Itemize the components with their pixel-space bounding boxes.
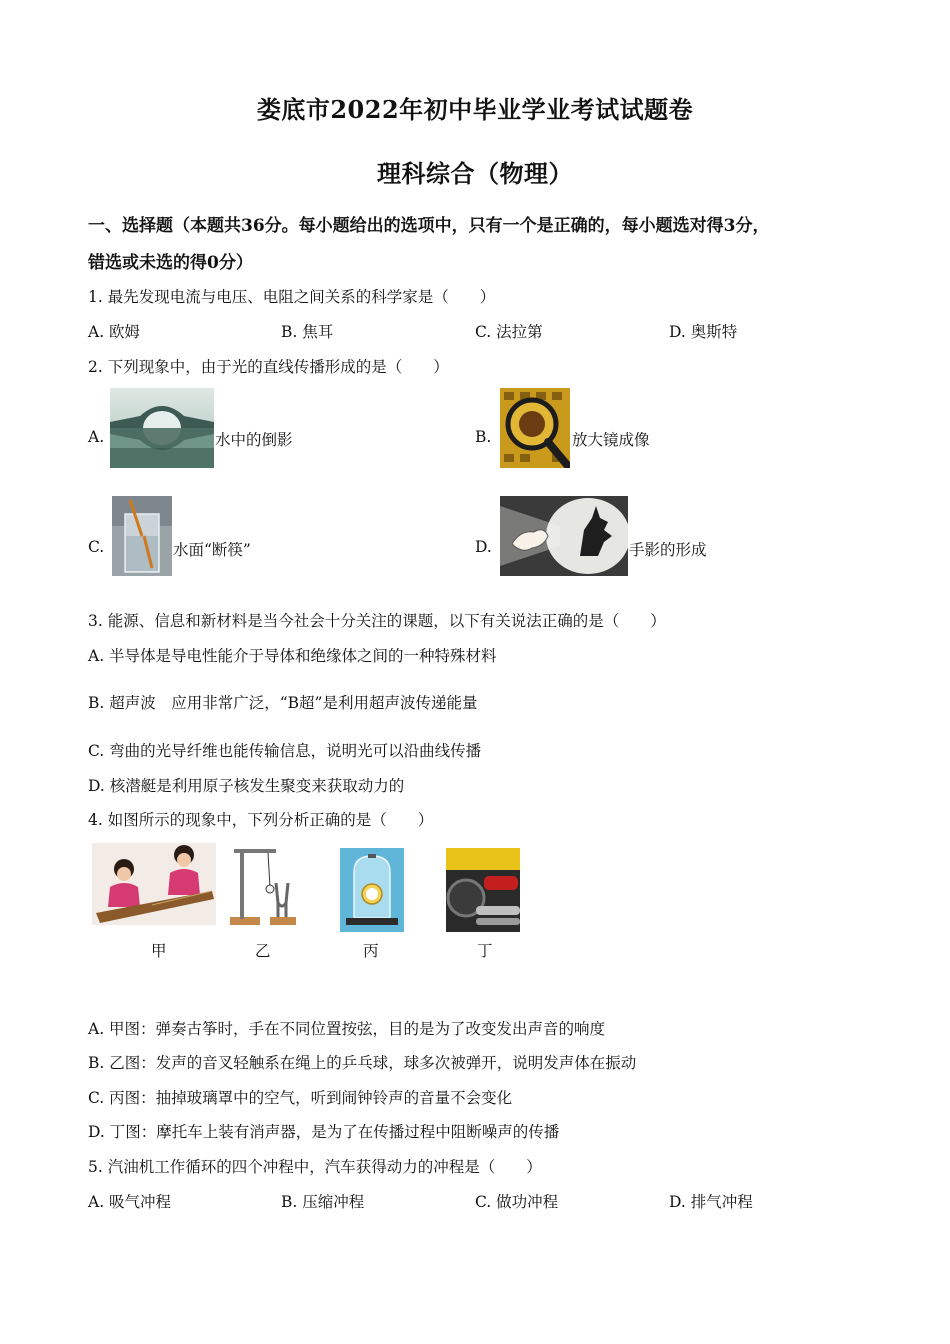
bell-jar-clock-photo [340,848,404,932]
bridge-reflection-photo [110,388,214,468]
question-5-stem: 5. 汽油机工作循环的四个冲程中，汽车获得动力的冲程是（ ） [88,1158,542,1176]
q2-option-d-caption: 手影的形成 [629,541,707,559]
q2-option-c-letter: C. [88,538,105,556]
q5-option-a: A. 吸气冲程 [88,1193,172,1211]
magnifier-photo [500,388,570,468]
q4-option-b: B. 乙图：发声的音叉轻触系在绳上的乒乓球，球多次被弹开，说明发声体在振动 [88,1054,637,1072]
question-2-stem: 2. 下列现象中，由于光的直线传播形成的是（ ） [88,358,449,376]
q2-option-b-caption: 放大镜成像 [572,431,650,449]
q3-option-c: C. 弯曲的光导纤维也能传输信息，说明光可以沿曲线传播 [88,742,482,760]
guzheng-players-photo [92,843,216,925]
tuning-fork-photo [224,843,298,929]
page-title: 娄底市2022年初中毕业学业考试试题卷 [256,95,694,124]
q3-option-b: B. 超声波 应用非常广泛，“B超”是利用超声波传递能量 [88,694,478,712]
q4-figure-label-yi: 乙 [255,942,271,960]
q3-option-d: D. 核潜艇是利用原子核发生聚变来获取动力的 [88,777,405,795]
hand-shadow-photo [500,496,628,576]
q1-option-c: C. 法拉第 [475,323,543,341]
q4-option-d: D. 丁图：摩托车上装有消声器，是为了在传播过程中阻断噪声的传播 [88,1123,560,1141]
section-heading-line2: 错选或未选的得0分） [88,253,253,273]
q5-option-b: B. 压缩冲程 [281,1193,365,1211]
question-4-stem: 4. 如图所示的现象中，下列分析正确的是（ ） [88,811,434,829]
q4-figure-label-bing: 丙 [363,942,379,960]
q2-option-a-letter: A. [88,428,105,446]
motorcycle-muffler-photo [446,848,520,932]
q5-option-d: D. 排气冲程 [669,1193,753,1211]
q2-option-c-caption: 水面“断筷” [173,541,251,559]
q2-option-a-caption: 水中的倒影 [215,431,293,449]
q4-figure-label-ding: 丁 [477,942,493,960]
q4-option-c: C. 丙图：抽掉玻璃罩中的空气，听到闹钟铃声的音量不会变化 [88,1089,513,1107]
page-subtitle: 理科综合（物理） [377,159,573,188]
q4-option-a: A. 甲图：弹奏古筝时，手在不同位置按弦，目的是为了改变发出声音的响度 [88,1020,606,1038]
section-heading-line1: 一、选择题（本题共36分。每小题给出的选项中，只有一个是正确的，每小题选对得3分， [88,216,770,236]
q1-option-a: A. 欧姆 [88,323,141,341]
q1-option-d: D. 奥斯特 [669,323,738,341]
question-1-stem: 1. 最先发现电流与电压、电阻之间关系的科学家是（ ） [88,288,496,306]
q3-option-a: A. 半导体是导电性能介于导体和绝缘体之间的一种特殊材料 [88,647,497,665]
q4-figure-label-jia: 甲 [151,942,167,960]
q1-option-b: B. 焦耳 [281,323,334,341]
q2-option-b-letter: B. [475,428,492,446]
chopstick-glass-photo [112,496,172,576]
question-3-stem: 3. 能源、信息和新材料是当今社会十分关注的课题，以下有关说法正确的是（ ） [88,612,666,630]
q5-option-c: C. 做功冲程 [475,1193,559,1211]
q2-option-d-letter: D. [475,538,492,556]
